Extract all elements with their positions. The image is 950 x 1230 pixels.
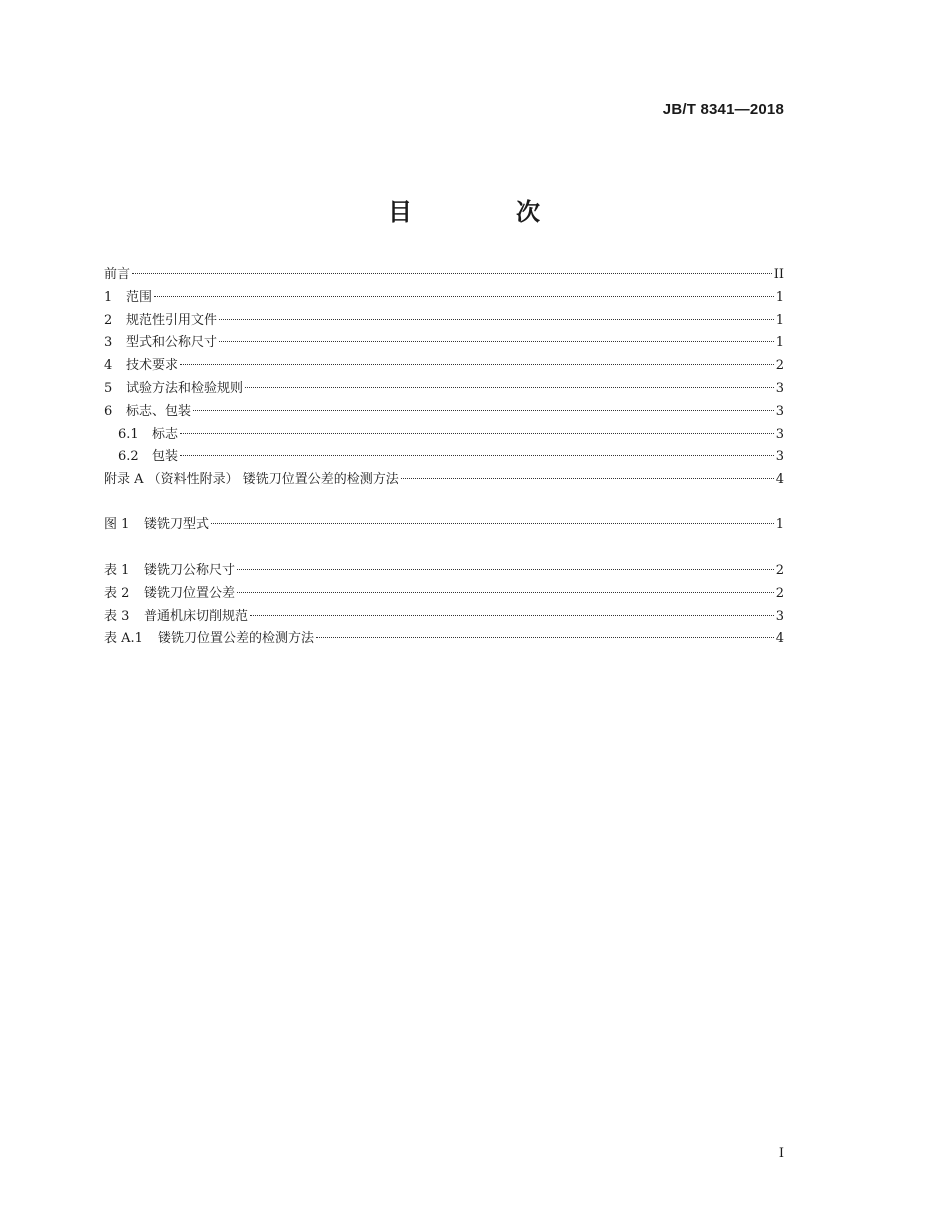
toc-entry-number: 图 1 bbox=[104, 517, 130, 532]
toc-entry-label: 标志、包装 bbox=[126, 403, 192, 419]
toc-entry-label: 试验方法和检验规则 bbox=[126, 380, 244, 396]
toc-entry-scope[interactable] bbox=[104, 287, 784, 310]
toc-entry-table-a1[interactable] bbox=[104, 628, 784, 651]
toc-entry-page: 1 bbox=[775, 289, 784, 305]
dot-leader bbox=[237, 591, 774, 593]
toc-entry-label: 包装 bbox=[152, 449, 179, 465]
toc-entry-number: 3 bbox=[104, 335, 113, 351]
toc-entry-page: 3 bbox=[775, 608, 784, 624]
dot-leader bbox=[401, 477, 774, 479]
dot-leader bbox=[180, 454, 774, 456]
toc-entry-label: 型式和公称尺寸 bbox=[126, 335, 218, 351]
dot-leader bbox=[245, 386, 774, 388]
toc-entry-number: 表 2 bbox=[104, 585, 130, 601]
toc-entry-annex-a[interactable] bbox=[104, 469, 784, 492]
toc-entry-page: 1 bbox=[775, 517, 784, 532]
dot-leader bbox=[132, 272, 772, 274]
toc-entry-number: 5 bbox=[104, 380, 113, 396]
toc-entry-number: 6.1 bbox=[118, 426, 139, 442]
standard-code: JB/T 8341—2018 bbox=[662, 101, 784, 118]
dot-leader bbox=[211, 522, 774, 524]
toc-entry-number: 1 bbox=[104, 289, 113, 305]
toc-entry-number: 4 bbox=[104, 358, 113, 374]
toc-entry-page: 1 bbox=[775, 335, 784, 351]
toc-entry-number: 表 3 bbox=[104, 608, 130, 624]
toc-entry-page: II bbox=[773, 267, 784, 282]
toc-entry-foreword[interactable] bbox=[104, 264, 784, 287]
toc-entry-figure-1[interactable] bbox=[104, 514, 784, 537]
toc-main-list bbox=[104, 264, 784, 492]
toc-entry-page: 4 bbox=[775, 631, 784, 647]
toc-entry-table-3[interactable] bbox=[104, 606, 784, 629]
toc-entry-label: 附录 A （资料性附录） 镂铣刀位置公差的检测方法 bbox=[104, 472, 399, 488]
toc-entry-types-dimensions[interactable] bbox=[104, 332, 784, 355]
toc-entry-table-2[interactable] bbox=[104, 583, 784, 606]
toc-entry-technical-requirements[interactable] bbox=[104, 355, 784, 378]
toc-entry-page: 2 bbox=[775, 358, 784, 374]
toc-entry-page: 2 bbox=[775, 585, 784, 601]
page-title: 目 次 bbox=[388, 198, 580, 226]
dot-leader bbox=[237, 568, 774, 570]
toc-entry-page: 3 bbox=[775, 380, 784, 396]
dot-leader bbox=[193, 409, 774, 411]
dot-leader bbox=[219, 340, 774, 342]
toc-entry-marking-packaging[interactable] bbox=[104, 401, 784, 424]
toc-entry-page: 1 bbox=[775, 312, 784, 328]
dot-leader bbox=[250, 614, 774, 616]
toc-entry-label: 规范性引用文件 bbox=[126, 312, 218, 328]
toc-entry-label: 镂铣刀位置公差 bbox=[144, 585, 236, 601]
toc-entry-label: 技术要求 bbox=[126, 358, 179, 374]
toc-entry-page: 3 bbox=[775, 426, 784, 442]
toc-entry-page: 4 bbox=[775, 472, 784, 488]
toc-entry-page: 2 bbox=[775, 563, 784, 578]
toc-entry-marking[interactable] bbox=[104, 424, 784, 447]
dot-leader bbox=[154, 295, 774, 297]
toc-entry-table-1[interactable] bbox=[104, 560, 784, 583]
toc-entry-number: 6 bbox=[104, 403, 113, 419]
toc-entry-normative-references[interactable] bbox=[104, 310, 784, 333]
toc-entry-label: 镂铣刀公称尺寸 bbox=[144, 563, 236, 578]
toc-entry-page: 3 bbox=[775, 449, 784, 465]
toc-entry-label: 标志 bbox=[152, 426, 179, 442]
toc-entry-packaging[interactable] bbox=[104, 446, 784, 469]
toc-entry-label: 镂铣刀位置公差的检测方法 bbox=[158, 631, 315, 647]
dot-leader bbox=[180, 363, 774, 365]
toc-entry-test-methods[interactable] bbox=[104, 378, 784, 401]
toc-entry-label: 镂铣刀型式 bbox=[144, 517, 210, 532]
toc-entry-number: 表 1 bbox=[104, 563, 130, 578]
toc-entry-page: 3 bbox=[775, 403, 784, 419]
toc-entry-number: 6.2 bbox=[118, 449, 139, 465]
dot-leader bbox=[180, 432, 774, 434]
toc-tables-list bbox=[104, 560, 784, 651]
toc-entry-number: 2 bbox=[104, 312, 113, 328]
toc-entry-number: 表 A.1 bbox=[104, 631, 143, 647]
toc-figures-list bbox=[104, 514, 784, 537]
toc-entry-label: 普通机床切削规范 bbox=[144, 608, 249, 624]
dot-leader bbox=[219, 318, 774, 320]
toc-entry-label: 范围 bbox=[126, 289, 153, 305]
dot-leader bbox=[316, 636, 774, 638]
page-number: I bbox=[778, 1146, 784, 1161]
toc-entry-label: 前言 bbox=[104, 267, 131, 282]
